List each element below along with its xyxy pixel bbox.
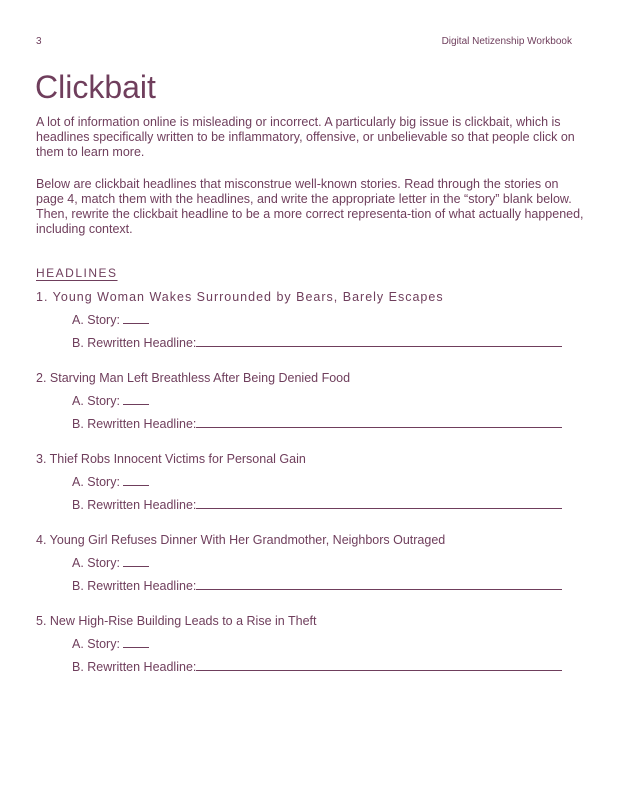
- story-label: A. Story:: [72, 475, 120, 489]
- headline-item-1: [36, 289, 576, 351]
- rewrite-label: B. Rewritten Headline:: [72, 579, 197, 593]
- story-field: [72, 474, 576, 490]
- story-field: [72, 636, 576, 652]
- rewrite-label: B. Rewritten Headline:: [72, 336, 197, 350]
- story-label: A. Story:: [72, 313, 120, 327]
- headline-text: 3. Thief Robs Innocent Victims for Personal Gain: [36, 452, 306, 466]
- rewrite-blank[interactable]: [196, 496, 562, 509]
- headline-text: 2. Starving Man Left Breathless After Being Denied Food: [36, 371, 351, 385]
- story-field: [72, 393, 576, 409]
- headline-item-5: [36, 613, 576, 675]
- rewrite-label: B. Rewritten Headline:: [72, 660, 197, 674]
- rewrite-label: B. Rewritten Headline:: [72, 417, 197, 431]
- rewrite-field: [72, 658, 576, 675]
- rewrite-blank[interactable]: [196, 658, 562, 671]
- rewrite-field: [72, 334, 576, 351]
- rewrite-blank[interactable]: [196, 334, 562, 347]
- story-blank[interactable]: [123, 394, 149, 405]
- headline-item-4: [36, 532, 576, 594]
- rewrite-blank[interactable]: [196, 577, 562, 590]
- headline-item-3: [36, 451, 576, 513]
- rewrite-blank[interactable]: [196, 415, 562, 428]
- story-blank[interactable]: [123, 637, 149, 648]
- story-field: [72, 555, 576, 571]
- headline-text: 4. Young Girl Refuses Dinner With Her Grandmother, Neighbors Outraged: [36, 533, 446, 547]
- story-label: A. Story:: [72, 637, 120, 651]
- headline-text: 5. New High-Rise Building Leads to a Rise in Theft: [36, 614, 317, 628]
- headline-item-2: [36, 370, 576, 432]
- rewrite-field: [72, 577, 576, 594]
- intro-paragraph-1: A lot of information online is misleading or incorrect. A particularly big issue is clickbait, which is headlines specifically written to be inflammatory, offensive, or unbelievable so that people click on them to learn more.: [36, 115, 575, 159]
- story-label: A. Story:: [72, 556, 120, 570]
- rewrite-field: [72, 496, 576, 513]
- page-title: Clickbait: [35, 69, 156, 105]
- section-heading: HEADLINES: [36, 266, 118, 280]
- story-label: A. Story:: [72, 394, 120, 408]
- page-number: 3: [36, 36, 42, 47]
- story-field: [72, 312, 576, 328]
- rewrite-label: B. Rewritten Headline:: [72, 498, 197, 512]
- headline-text: 1. Young Woman Wakes Surrounded by Bears, Barely Escapes: [36, 290, 444, 304]
- story-blank[interactable]: [123, 556, 149, 567]
- story-blank[interactable]: [123, 313, 149, 324]
- rewrite-field: [72, 415, 576, 432]
- intro-paragraph-2: Below are clickbait headlines that misconstrue well-known stories. Read through the stories on page 4, match them with the headlines, and write the appropriate letter in the “story” blank below. Then, rewrite the clickbait headline to be a more correct representa-tion of what actually happened, including context.: [36, 177, 584, 236]
- story-blank[interactable]: [123, 475, 149, 486]
- running-header: Digital Netizenship Workbook: [441, 36, 572, 47]
